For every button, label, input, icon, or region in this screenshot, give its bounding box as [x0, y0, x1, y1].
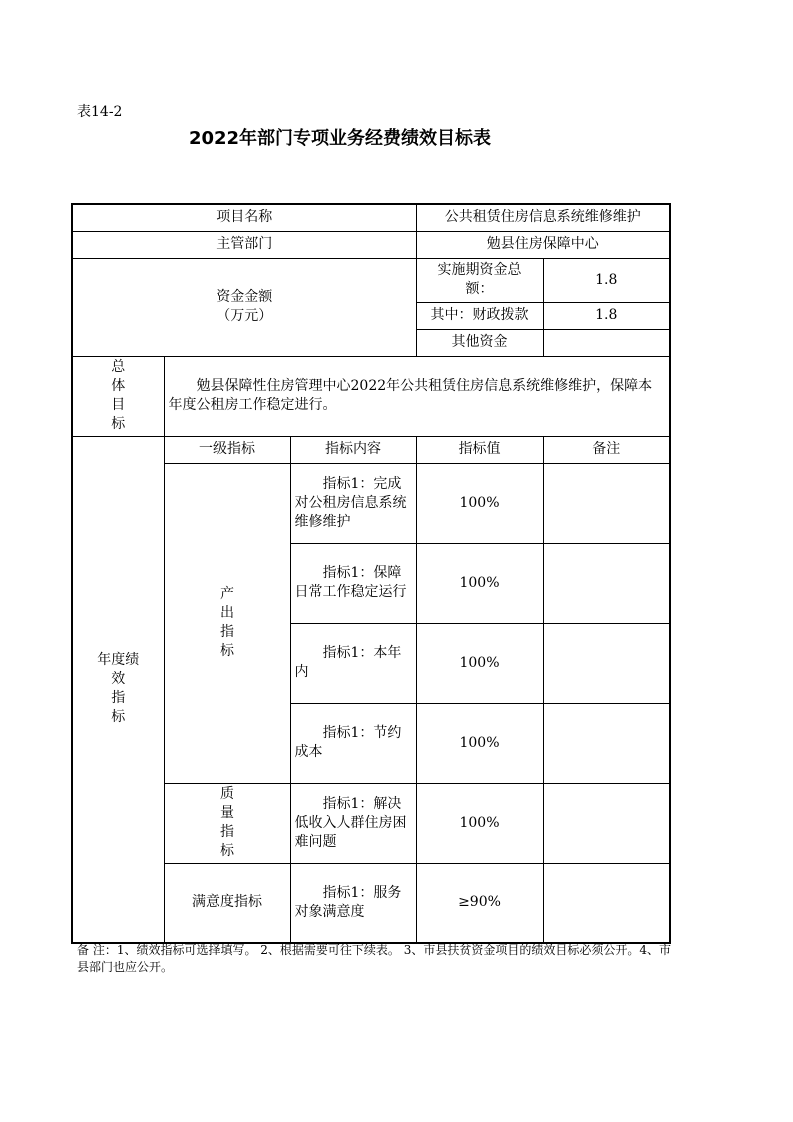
- header-content: 指标内容: [290, 436, 416, 463]
- indicator-content: 指标1：服务对象满意度: [290, 863, 416, 943]
- indicator-value: 100%: [416, 543, 543, 623]
- indicator-value: 100%: [416, 783, 543, 863]
- indicator-content: 指标1：节约成本: [290, 703, 416, 783]
- indicator-value: ≥90%: [416, 863, 543, 943]
- indicator-note: [543, 463, 670, 543]
- overall-goal-row: [72, 356, 670, 436]
- project-name-value: 公共租赁住房信息系统维修维护: [416, 204, 670, 231]
- indicator-value: 100%: [416, 463, 543, 543]
- project-name-label: 项目名称: [72, 204, 416, 231]
- header-note: 备注: [543, 436, 670, 463]
- satisfaction-indicator-label: 满意度指标: [164, 863, 290, 943]
- dept-label: 主管部门: [72, 231, 416, 258]
- header-value: 指标值: [416, 436, 543, 463]
- indicator-value: 100%: [416, 623, 543, 703]
- project-row: [72, 204, 670, 231]
- funds-other-label: 其他资金: [416, 329, 543, 356]
- header-level1: 一级指标: [164, 436, 290, 463]
- indicator-note: [543, 623, 670, 703]
- funds-label: 资金金额 （万元）: [72, 258, 416, 356]
- indicator-content: 指标1：解决低收入人群住房困难问题: [290, 783, 416, 863]
- funds-total-label: 实施期资金总 额：: [416, 258, 543, 302]
- overall-goal-label: 总 体 目 标: [72, 356, 164, 436]
- dept-row: [72, 231, 670, 258]
- indicator-note: [543, 703, 670, 783]
- indicator-content: 指标1：本年内: [290, 623, 416, 703]
- dept-value: 勉县住房保障中心: [416, 231, 670, 258]
- indicator-note: [543, 783, 670, 863]
- document-number: 表14-2: [77, 104, 123, 120]
- funds-other-value: [543, 329, 670, 356]
- indicator-content: 指标1：保障日常工作稳定运行: [290, 543, 416, 623]
- indicator-note: [543, 543, 670, 623]
- funds-fiscal-value: 1.8: [543, 302, 670, 329]
- annual-indicators-label: 年度绩 效 指 标: [72, 436, 164, 943]
- output-indicator-label: 产 出 指 标: [164, 463, 290, 783]
- quality-indicator-label: 质 量 指 标: [164, 783, 290, 863]
- indicator-note: [543, 863, 670, 943]
- performance-table: [71, 203, 671, 944]
- funds-fiscal-label: 其中：财政拨款: [416, 302, 543, 329]
- indicator-value: 100%: [416, 703, 543, 783]
- footnote: 备 注：1、绩效指标可选择填写。 2、根据需要可往下续表。 3、市县扶贫资金项目的绩效目标必须公开。4、市县部门也应公开。: [77, 943, 671, 974]
- indicator-content: 指标1：完成对公租房信息系统维修维护: [290, 463, 416, 543]
- funds-total-value: 1.8: [543, 258, 670, 302]
- overall-goal-text: 勉县保障性住房管理中心2022年公共租赁住房信息系统维修维护，保障本年度公租房工作稳定进行。: [164, 356, 670, 436]
- indicator-header-row: [72, 436, 670, 463]
- page-title: 2022年部门专项业务经费绩效目标表: [188, 128, 492, 149]
- funds-total-row: [72, 258, 670, 302]
